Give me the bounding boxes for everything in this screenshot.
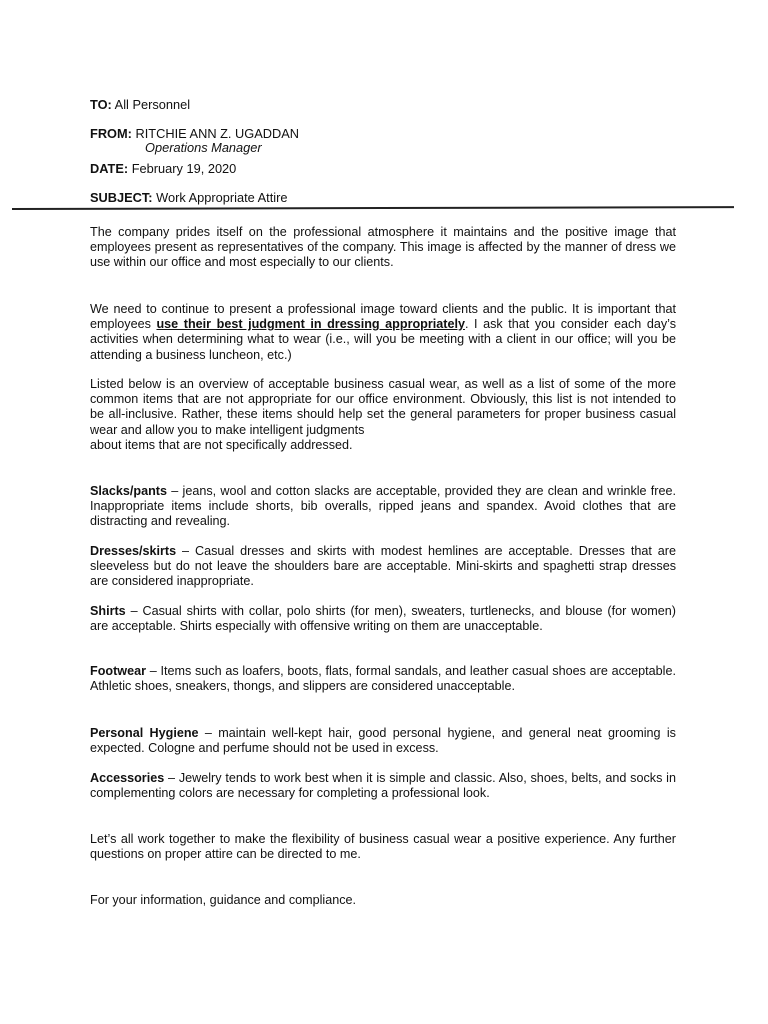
paragraph-judgment — [90, 302, 676, 363]
subject-label: SUBJECT: — [90, 190, 153, 205]
section-description: – Items such as loafers, boots, flats, formal sandals, and leather casual shoes are acceptable. Athletic shoes, sneakers, thongs, and slippers are considered unacceptable. — [90, 664, 676, 694]
to-line — [90, 97, 190, 112]
section-description: – jeans, wool and cotton slacks are acceptable, provided they are clean and wrinkle free. Inappropriate items include shorts, bib overalls, ripped jeans and spandex. Avoid clothes that are distracting and revealing. — [90, 484, 676, 529]
section-description: – Casual dresses and skirts with modest hemlines are acceptable. Dresses that are sleeveless but do not leave the shoulders bare are acceptable. Mini-skirts and spaghetti strap dresses are considered inappropriate. — [90, 544, 676, 589]
to-label: TO: — [90, 97, 112, 112]
section-accessories — [90, 771, 676, 801]
section-term: Accessories — [90, 771, 165, 785]
section-text — [90, 604, 676, 634]
section-term: Dresses/skirts — [90, 544, 177, 558]
from-line — [90, 126, 299, 141]
section-shirts — [90, 604, 676, 634]
subject-value: Work Appropriate Attire — [156, 190, 288, 205]
section-term: Footwear — [90, 664, 146, 678]
section-text — [90, 664, 676, 694]
paragraph-text — [90, 302, 676, 363]
subject-line — [90, 190, 288, 205]
section-slacks — [90, 484, 676, 530]
date-line — [90, 161, 236, 176]
from-value: RITCHIE ANN Z. UGADDAN — [135, 126, 300, 141]
section-text — [90, 544, 676, 590]
section-term: Slacks/pants — [90, 484, 168, 498]
section-hygiene — [90, 726, 676, 756]
section-dresses — [90, 544, 676, 590]
from-label: FROM: — [90, 126, 132, 141]
date-label: DATE: — [90, 161, 129, 176]
from-title: Operations Manager — [145, 140, 262, 155]
emphasis-text: use their best judgment in dressing appropriately — [156, 317, 465, 332]
section-text — [90, 771, 676, 801]
paragraph-text-start: We need to continue to present a professional image toward clients and the public. It is important that employees — [90, 302, 676, 332]
section-footwear — [90, 664, 676, 694]
section-term: Personal Hygiene — [90, 726, 199, 740]
header-divider — [12, 206, 734, 210]
paragraph-text: Let’s all work together to make the flexibility of business casual wear a positive experience. Any further questions on proper attire can be directed to me. — [90, 832, 676, 862]
paragraph-text-end: . I ask that you consider each day’s activities when determining what to wear (i.e., will you be meeting with a client in our office; will you be attending a business luncheon, etc.) — [90, 317, 676, 362]
section-text — [90, 484, 676, 530]
section-text — [90, 726, 676, 756]
section-description: – maintain well-kept hair, good personal hygiene, and general neat grooming is expected. Cologne and perfume should not be used in excess. — [90, 726, 676, 756]
paragraph-text: Listed below is an overview of acceptable business casual wear, as well as a list of some of the more common items that are not appropriate for our office environment. Obviously, this list is not intended to be all-inclusive. Rather, these items should help set the general parameters for proper business casual wear and allow you to make intelligent judgments — [90, 377, 676, 437]
paragraph-intro — [90, 225, 676, 271]
to-value: All Personnel — [114, 97, 191, 112]
paragraph-signoff — [90, 893, 676, 908]
section-description: – Jewelry tends to work best when it is simple and classic. Also, shoes, belts, and socks in complementing colors are necessary for completing a professional look. — [90, 771, 676, 801]
paragraph-overview — [90, 377, 676, 453]
paragraph-closing — [90, 832, 676, 862]
paragraph-tail: about items that are not specifically addressed. — [90, 437, 353, 452]
section-description: – Casual shirts with collar, polo shirts (for men), sweaters, turtlenecks, and blouse (for women) are acceptable. Shirts especially with offensive writing on them are unacceptable. — [90, 604, 676, 634]
section-term: Shirts — [90, 604, 126, 618]
paragraph-text: The company prides itself on the professional atmosphere it maintains and the positive image that employees present as representatives of the company. This image is affected by the manner of dress we use within our office and most especially to our clients. — [90, 225, 676, 270]
date-value: February 19, 2020 — [131, 161, 237, 176]
paragraph-text: For your information, guidance and compliance. — [90, 893, 357, 907]
